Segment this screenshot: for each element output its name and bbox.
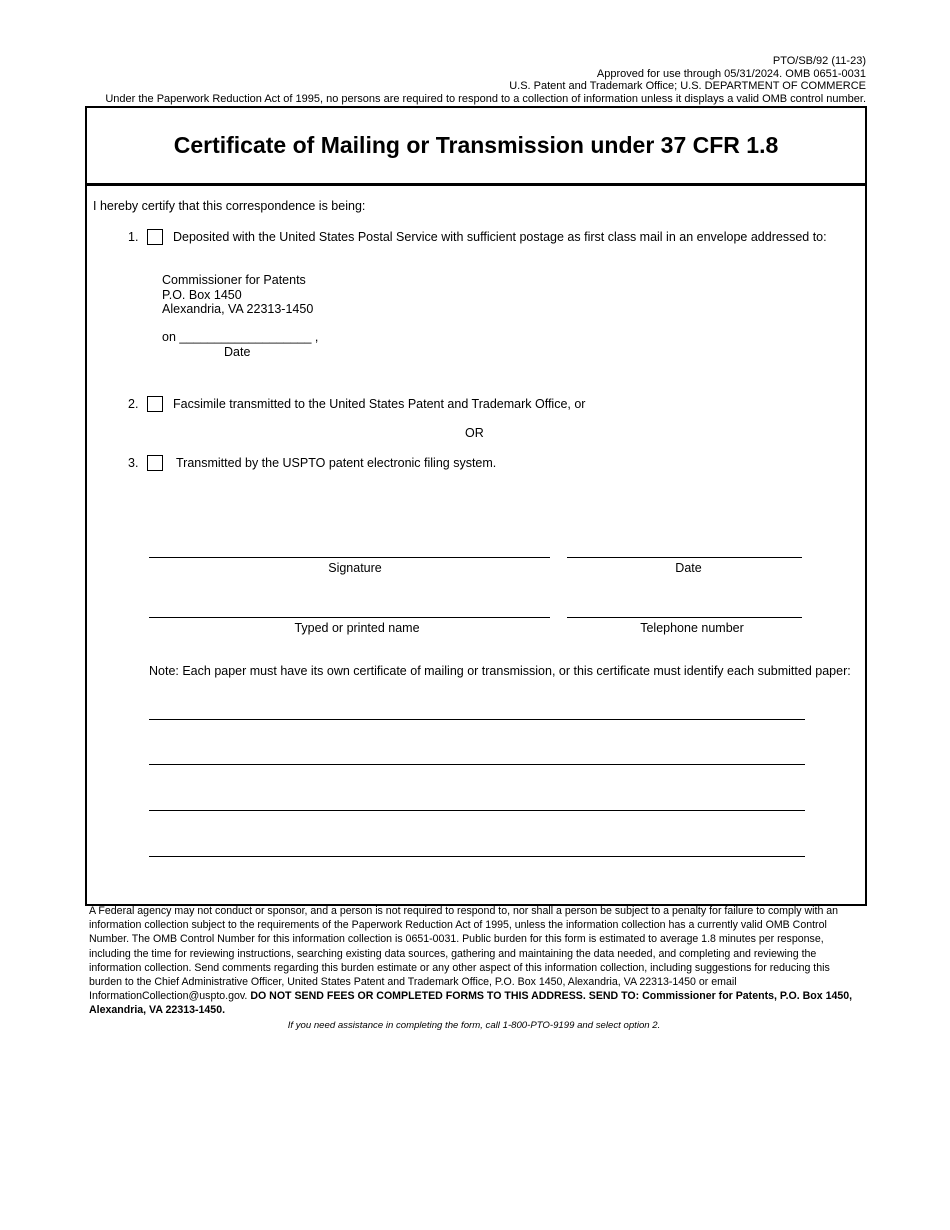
address-line-2: P.O. Box 1450: [162, 288, 242, 302]
option-2-text: Facsimile transmitted to the United States Patent and Trademark Office, or: [173, 397, 586, 411]
intro-text: I hereby certify that this correspondence is being:: [93, 199, 366, 213]
printed-name-line[interactable]: [149, 617, 550, 618]
signature-label: Signature: [328, 561, 382, 575]
submitted-paper-line-1[interactable]: [149, 719, 805, 720]
form-number: PTO/SB/92 (11-23): [772, 55, 866, 67]
note-text: Note: Each paper must have its own certificate of mailing or transmission, or this certificate must identify each submitted paper:: [149, 664, 851, 678]
telephone-line[interactable]: [567, 617, 802, 618]
submitted-paper-line-4[interactable]: [149, 856, 805, 857]
date-label: Date: [675, 561, 702, 575]
assistance-note: If you need assistance in completing the form, call 1-800-PTO-9199 and select option 2.: [287, 1020, 661, 1031]
date-line[interactable]: [567, 557, 802, 558]
omb-approval: Approved for use through 05/31/2024. OMB 0651-0031: [596, 68, 866, 80]
option-1-number: 1.: [128, 230, 139, 244]
telephone-label: Telephone number: [640, 621, 744, 635]
address-line-1: Commissioner for Patents: [162, 273, 306, 287]
option-2-number: 2.: [128, 397, 139, 411]
submitted-paper-line-3[interactable]: [149, 810, 805, 811]
burden-statement: [89, 904, 864, 1018]
option-2-checkbox[interactable]: [147, 396, 163, 412]
option-3-number: 3.: [128, 456, 139, 470]
printed-name-label: Typed or printed name: [294, 621, 420, 635]
mailing-date-label: Date: [224, 345, 251, 359]
option-3-checkbox[interactable]: [147, 455, 163, 471]
do-not-send-notice: DO NOT SEND FEES OR COMPLETED FORMS TO THIS ADDRESS. SEND TO: Commissioner for Patents, P.O. Box 1450, Alexandria, VA 22313-1450.: [89, 990, 853, 1017]
option-3-text: Transmitted by the USPTO patent electronic filing system.: [176, 456, 497, 470]
agency-name: U.S. Patent and Trademark Office; U.S. DEPARTMENT OF COMMERCE: [509, 80, 866, 92]
mailing-date-field[interactable]: on ___________________ ,: [162, 330, 319, 344]
submitted-paper-line-2[interactable]: [149, 764, 805, 765]
page-title: Certificate of Mailing or Transmission under 37 CFR 1.8: [173, 132, 779, 158]
burden-text: A Federal agency may not conduct or sponsor, and a person is not required to respond to, nor shall a person be subject to a penalty for failure to comply with an information collection subject to the requirements of the Paperwork Reduction Act of 1995, unless the information collection has a currently valid OMB Control Number. The OMB Control Number for this information collection is 0651-0031. Public burden for this form is estimated to average 1.8 minutes per response, including the time for reviewing instructions, searching existing data sources, gathering and maintaining the data needed, and completing and reviewing the information collection. Send comments regarding this burden estimate or any other aspect of this information collection, including suggestions for reducing this burden to the Chief Administrative Officer, United States Patent and Trademark Office, P.O. Box 1450, Alexandria, VA 22313-1450 or email InformationCollection@uspto.gov.: [89, 905, 839, 1003]
option-1-checkbox[interactable]: [147, 229, 163, 245]
certificate-form: [85, 106, 867, 906]
title-area: [87, 108, 865, 186]
signature-line[interactable]: [149, 557, 550, 558]
address-line-3: Alexandria, VA 22313-1450: [162, 302, 314, 316]
or-separator: OR: [465, 426, 484, 440]
option-1-text: Deposited with the United States Postal Service with sufficient postage as first class mail in an envelope addressed to:: [173, 230, 827, 244]
paperwork-notice: Under the Paperwork Reduction Act of 1995, no persons are required to respond to a collection of information unless it displays a valid OMB control number.: [105, 93, 866, 105]
